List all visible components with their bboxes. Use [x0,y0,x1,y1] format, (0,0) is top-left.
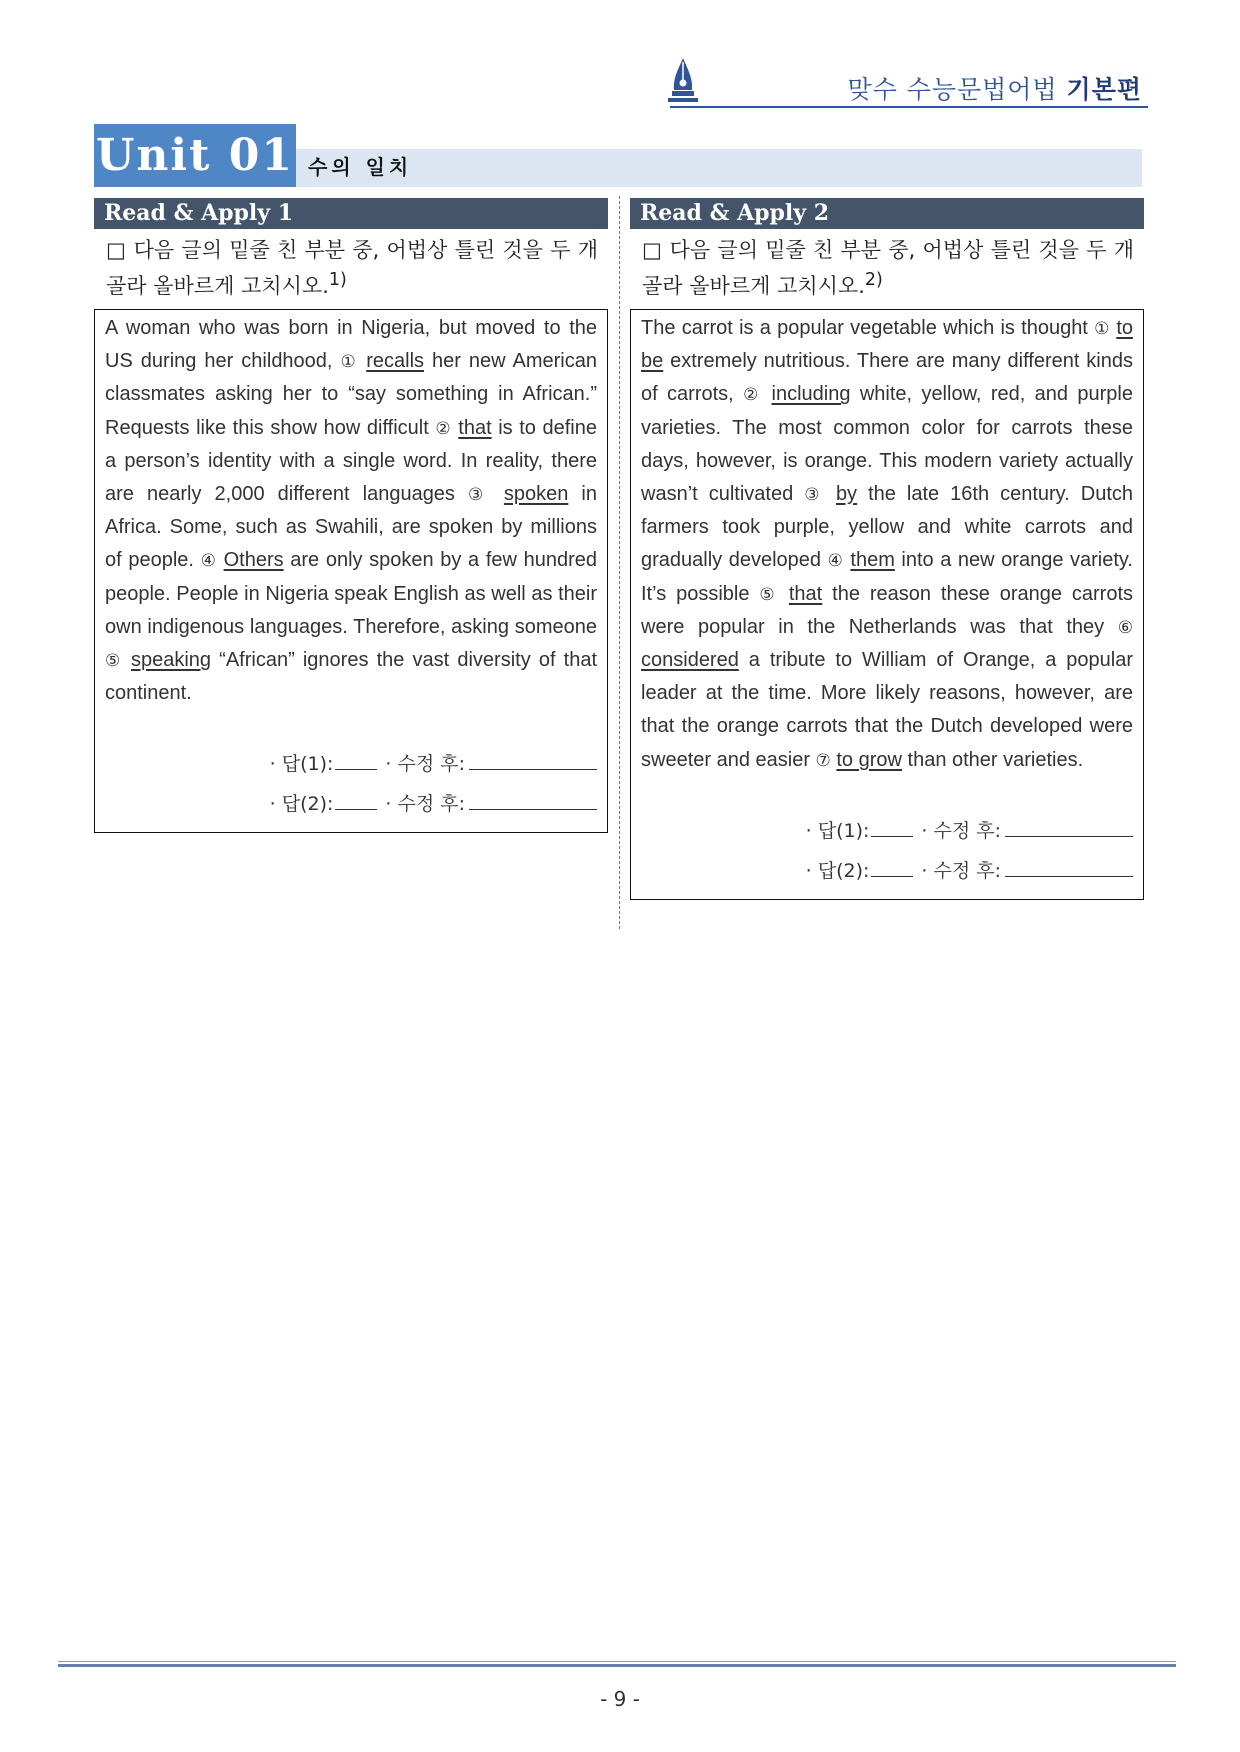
footnote-mark: 1) [328,270,347,290]
passage-text: a tribute to William of Orange, a popular leader at the time. More likely reasons, however, are that the orange carrots that the Dutch developed were sweeter and easier [641,649,1133,771]
passage-text: “African” ignores the vast diversity of that continent. [105,649,597,705]
exercise-2-title: Read & Apply 2 [630,198,1144,229]
unit-label: Unit 01 [94,124,296,187]
passage-text [217,549,224,571]
item-number: ⑦ [815,750,831,770]
passage-text: than other varieties. [901,748,1084,771]
correction-blank[interactable] [1005,858,1133,877]
underlined-item: Others [223,549,284,572]
underlined-item: that [788,582,823,605]
unit-subtitle: 수의 일치 [308,155,413,179]
answer-row: · 답(2): · 수정 후: [105,784,597,824]
exercise-2-passage [641,312,1133,777]
passage-text: white, yellow, red, and purple varieties. The most common color for carrots these days, however, is orange. This modern variety actually wasn’t cultivated [641,383,1133,506]
item-number: ① [340,352,359,372]
passage-text [123,649,131,671]
correction-blank[interactable] [1005,818,1133,837]
answer-row: · 답(2): · 수정 후: [641,851,1133,891]
item-number: ⑤ [759,584,779,604]
fountain-pen-nib-icon [668,56,698,106]
underlined-item: including [771,383,851,406]
underlined-item: recalls [366,350,425,373]
passage-text: the reason these orange carrots were popular in the Netherlands was that they [641,582,1134,638]
answer-blank[interactable] [335,791,377,810]
item-number: ④ [200,551,217,571]
exercise-1-instruction: □ 다음 글의 밑줄 친 부분 중, 어법상 틀린 것을 두 개 골라 올바르게 고치시오.$^{1)}$ [106,238,598,298]
passage-text: her new American classmates asking her to “say something in African.” Requests like this show how difficult [105,350,597,439]
passage-text: is to define a person’s identity with a single word. In reality, there are nearly 2,000 different languages [105,416,597,506]
passage-text [779,583,789,605]
exercise-1-answers [105,744,597,824]
underlined-item: spoken [503,483,569,506]
item-number: ① [1094,319,1111,338]
underlined-item: speaking [130,649,212,672]
underlined-item: to be [641,317,1133,373]
underlined-item: by [835,483,858,506]
passage-text: The carrot is a popular vegetable which is thought [641,317,1095,339]
exercise-2 [630,198,1144,900]
passage-text: into a new orange variety. It’s possible [641,549,1133,605]
item-number: ② [743,385,763,405]
answer-row: · 답(1): · 수정 후: [105,744,597,784]
footer-rule-thick [58,1664,1176,1667]
correction-blank[interactable] [469,791,597,810]
passage-text [491,483,504,505]
answer-blank[interactable] [335,751,377,770]
item-number: ② [435,418,452,438]
passage-text: are only spoken by a few hundred people. People in Nigeria speak English as well as their own indigenous languages. Therefore, asking someone [105,549,597,638]
header-rule [670,106,1148,108]
exercise-1-box [94,309,608,833]
answer-row: · 답(1): · 수정 후: [641,811,1133,851]
passage-text: in Africa. Some, such as Swahili, are spoken by millions of people. [105,483,597,572]
exercise-1-title: Read & Apply 1 [94,198,608,229]
answer-blank[interactable] [871,818,913,837]
passage-text [762,383,771,405]
passage-text [825,483,836,505]
exercise-2-box [630,309,1144,900]
item-number: ⑥ [1117,617,1133,637]
footer-rule [58,1661,1176,1662]
item-number: ④ [827,551,844,571]
footnote-mark: 2) [864,270,883,290]
underlined-item: to grow [836,748,902,771]
exercise-2-answers [641,811,1133,891]
passage-text: extremely nutritious. There are many different kinds of carrots, [641,350,1133,406]
passage-text: the late 16th century. Dutch farmers took purple, yellow and white carrots and gradually developed [641,483,1133,572]
exercise-1 [94,198,608,833]
page-number: - 9 - [600,1687,640,1711]
item-number: ⑤ [105,651,123,671]
underlined-item: considered [641,649,739,672]
answer-blank[interactable] [871,858,913,877]
exercise-2-instruction: □ 다음 글의 밑줄 친 부분 중, 어법상 틀린 것을 두 개 골라 올바르게 고치시오.$^{2)}$ [642,238,1134,298]
unit-band [296,149,1142,187]
item-number: ③ [468,485,491,505]
underlined-item: them [850,549,895,572]
column-divider [619,196,620,929]
item-number: ③ [804,485,825,505]
passage-text: A woman who was born in Nigeria, but moved to the US during her childhood, [105,317,597,373]
book-title: 맞수 수능문법어법 기본편 [847,75,1142,104]
exercise-1-passage [105,312,597,710]
correction-blank[interactable] [469,751,597,770]
underlined-item: that [458,416,492,439]
